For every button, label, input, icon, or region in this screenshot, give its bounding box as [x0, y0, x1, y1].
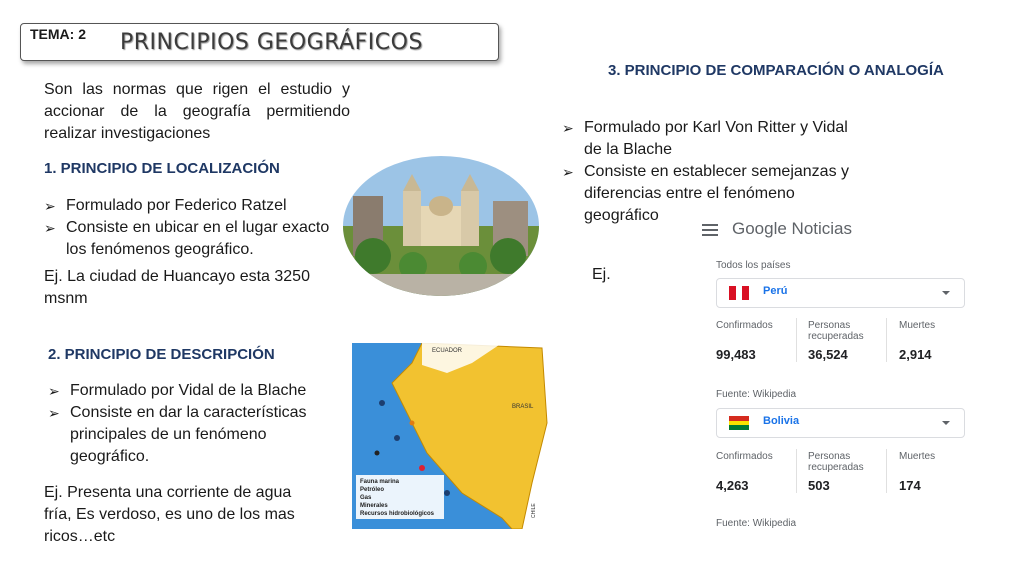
topic-label: TEMA: 2: [30, 26, 86, 42]
country-name: Perú: [763, 285, 788, 297]
peru-flag-icon: [729, 286, 749, 300]
bullet-text: Consiste en dar la características principales de un fenómeno geográfico.: [70, 404, 307, 465]
col-recovered: Personas recuperadas: [808, 451, 864, 473]
bullet-text: Formulado por Vidal de la Blache: [70, 382, 307, 399]
arrow-bullet-icon: ➢: [48, 405, 60, 421]
map-label-chile: CHILE: [531, 503, 537, 518]
map-legend-4: Minerales: [360, 503, 388, 509]
section1-example: Ej. La ciudad de Huancayo esta 3250 msnm: [44, 268, 310, 307]
map-legend-2: Petróleo: [360, 487, 385, 493]
dropdown-caret-icon: [942, 291, 950, 295]
section1-bullets: [44, 195, 344, 261]
dropdown-caret-icon: [942, 421, 950, 425]
hamburger-menu-icon[interactable]: [702, 222, 718, 239]
section3-example: Ej.: [592, 266, 611, 283]
bolivia-recovered: 503: [808, 478, 830, 493]
scope-label: Todos los países: [716, 260, 791, 271]
arrow-bullet-icon: ➢: [562, 120, 574, 136]
country-name: Bolivia: [763, 415, 800, 427]
arrow-bullet-icon: ➢: [44, 198, 56, 214]
section2-bullet-2: [48, 402, 338, 468]
col-confirmed: Confirmados: [716, 320, 773, 331]
bullet-text: Consiste en establecer semejanzas y diferencias entre el fenómeno geográfico: [584, 163, 850, 224]
section3-bullets: [562, 117, 862, 227]
page-title: PRINCIPIOS GEOGRÁFICOS: [120, 30, 423, 55]
peru-recovered: 36,524: [808, 347, 848, 362]
peru-sea-map: [352, 343, 550, 529]
section3-heading: 3. PRINCIPIO DE COMPARACIÓN O ANALOGÍA: [608, 62, 944, 79]
bolivia-deaths: 174: [899, 478, 921, 493]
col-recovered: Personas recuperadas: [808, 320, 864, 342]
section1-heading: 1. PRINCIPIO DE LOCALIZACIÓN: [44, 160, 280, 177]
arrow-bullet-icon: ➢: [48, 383, 60, 399]
map-label-brasil: BRASIL: [512, 404, 534, 410]
country-select-peru[interactable]: [716, 278, 965, 308]
section2-bullet-1: [48, 380, 338, 402]
huancayo-cathedral-photo: [343, 156, 539, 296]
map-label-ecuador: ECUADOR: [432, 348, 463, 354]
peru-source: Fuente: Wikipedia: [716, 389, 797, 400]
country-select-bolivia[interactable]: [716, 408, 965, 438]
arrow-bullet-icon: ➢: [44, 220, 56, 236]
section3-bullet-1: [562, 117, 862, 161]
map-legend-5: Recursos hidrobiológicos: [360, 511, 435, 517]
section2-bullets: [48, 380, 338, 468]
google-news-brand: Google Noticias: [732, 219, 853, 238]
section1-bullet-2: [44, 217, 344, 261]
section2-heading: 2. PRINCIPIO DE DESCRIPCIÓN: [48, 346, 275, 363]
map-legend-3: Gas: [360, 495, 372, 501]
bullet-text: Formulado por Federico Ratzel: [66, 197, 287, 214]
col-confirmed: Confirmados: [716, 451, 773, 462]
google-news-covid-card: [700, 212, 983, 542]
map-legend-1: Fauna marina: [360, 479, 400, 485]
bolivia-confirmed: 4,263: [716, 478, 749, 493]
intro-text: Son las normas que rigen el estudio y accionar de la geografía permitiendo realizar investigaciones: [44, 81, 350, 142]
bolivia-source: Fuente: Wikipedia: [716, 518, 797, 529]
peru-deaths: 2,914: [899, 347, 932, 362]
peru-confirmed: 99,483: [716, 347, 756, 362]
col-deaths: Muertes: [899, 320, 936, 331]
col-deaths: Muertes: [899, 451, 936, 462]
bolivia-flag-icon: [729, 416, 749, 430]
bullet-text: Formulado por Karl Von Ritter y Vidal de la Blache: [584, 119, 848, 158]
arrow-bullet-icon: ➢: [562, 164, 574, 180]
bullet-text: Consiste en ubicar en el lugar exacto los fenómenos geográfico.: [66, 219, 330, 258]
section2-example: Ej. Presenta una corriente de agua fría, Es verdoso, es uno de los mas ricos…etc: [44, 484, 295, 545]
section1-bullet-1: [44, 195, 344, 217]
